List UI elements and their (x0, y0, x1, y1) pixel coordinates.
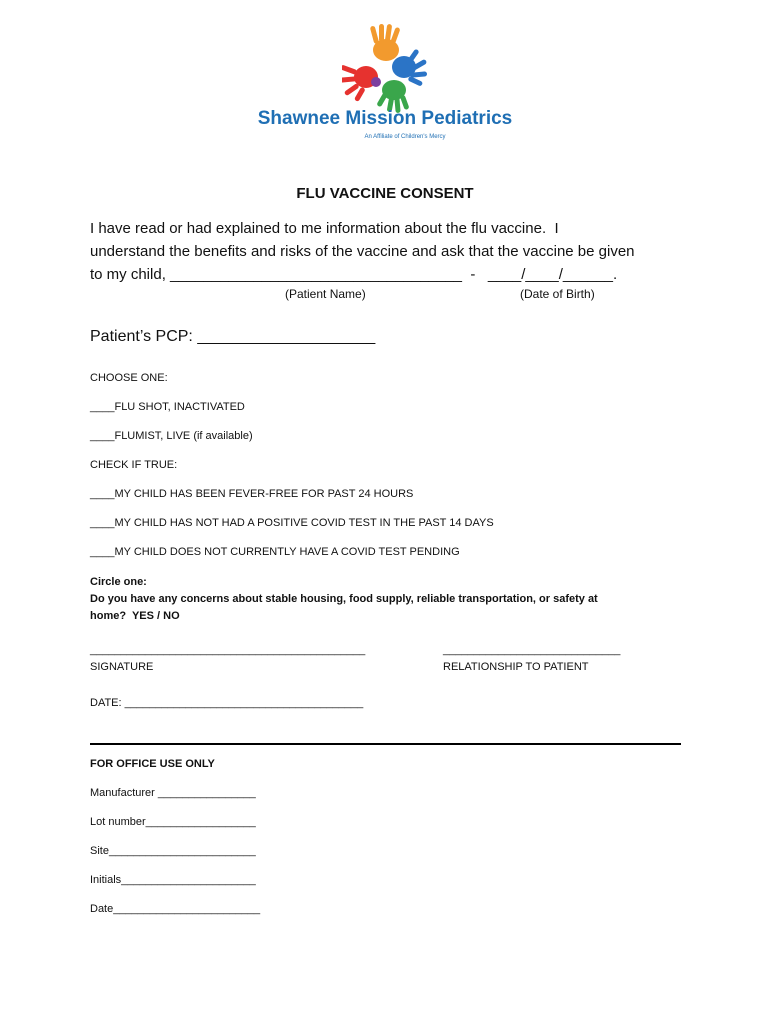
pcp-field: Patient’s PCP: ____________________ (90, 328, 376, 345)
relationship-line: _____________________________ (443, 644, 621, 656)
document-title: FLU VACCINE CONSENT (296, 185, 474, 202)
initials-field: Initials______________________ (90, 874, 256, 886)
lot-number-field: Lot number__________________ (90, 816, 256, 828)
patient-name-label: (Patient Name) (285, 287, 366, 301)
check-item-covid-pending: ____MY CHILD DOES NOT CURRENTLY HAVE A COVID TEST PENDING (90, 546, 460, 558)
section-divider (90, 743, 681, 745)
consent-line-2: understand the benefits and risks of the vaccine and ask that the vaccine be given (90, 243, 635, 260)
concerns-question: Do you have any concerns about stable housing, food supply, reliable transportation, or safety at (90, 593, 598, 605)
circle-heading: Circle one: (90, 576, 147, 588)
handprints-logo-icon (342, 22, 432, 114)
check-item-fever: ____MY CHILD HAS BEEN FEVER-FREE FOR PAST 24 HOURS (90, 488, 414, 500)
date-field: DATE: _______________________________________ (90, 697, 364, 709)
choose-heading: CHOOSE ONE: (90, 372, 168, 384)
dob-label: (Date of Birth) (520, 287, 595, 301)
check-item-covid-positive: ____MY CHILD HAS NOT HAD A POSITIVE COVID TEST IN THE PAST 14 DAYS (90, 517, 494, 529)
manufacturer-field: Manufacturer ________________ (90, 787, 256, 799)
option-flumist: ____FLUMIST, LIVE (if available) (90, 430, 253, 442)
check-heading: CHECK IF TRUE: (90, 459, 178, 471)
office-date-field: Date________________________ (90, 903, 261, 915)
option-flu-shot: ____FLU SHOT, INACTIVATED (90, 401, 245, 413)
concerns-question-end: home? YES / NO (90, 610, 180, 622)
office-heading: FOR OFFICE USE ONLY (90, 758, 215, 770)
brand-tagline: An Affiliate of Children's Mercy (364, 134, 446, 140)
brand-name: Shawnee Mission Pediatrics (257, 108, 513, 129)
site-field: Site________________________ (90, 845, 256, 857)
relationship-label: RELATIONSHIP TO PATIENT (443, 661, 589, 673)
consent-line-3: to my child, ___________________________________ - ____/____/______. (90, 266, 618, 283)
signature-line: _____________________________________________ (90, 644, 366, 656)
consent-line-1: I have read or had explained to me information about the flu vaccine. I (90, 220, 559, 237)
signature-label: SIGNATURE (90, 661, 154, 673)
